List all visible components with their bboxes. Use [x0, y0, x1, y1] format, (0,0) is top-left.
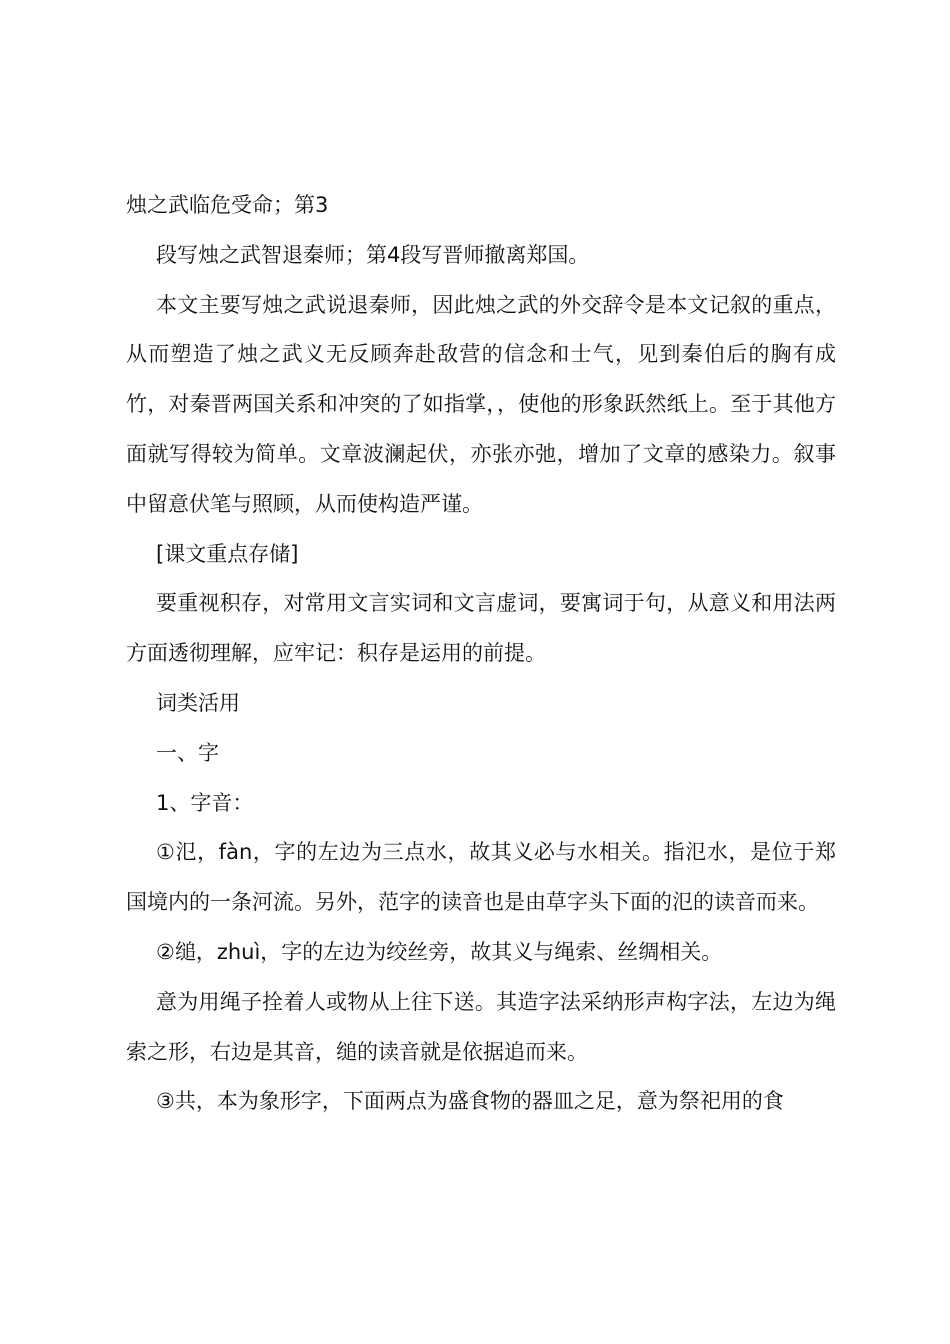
section-heading: 词类活用 [156, 690, 240, 715]
document-page [126, 181, 836, 1127]
paragraph: ③共，本为象形字，下面两点为盛食物的器皿之足，意为祭祀用的食 [156, 1089, 784, 1114]
paragraph: 要重视积存，对常用文言实词和文言虚词，要寓词于句，从意义和用法两方面透彻理解，应牢记：积存是运用的前提。 [126, 591, 836, 666]
paragraph: 意为用绳子拴着人或物从上往下送。其造字法采纳形声构字法，左边为绳索之形，右边是其音，缒的读音就是依据追而来。 [126, 989, 836, 1064]
section-heading: 1、字音： [156, 790, 254, 815]
paragraph: 段写烛之武智退秦师；第4段写晋师撤离郑国。 [156, 242, 590, 267]
paragraph: ②缒，zhuì，字的左边为绞丝旁，故其义与绳索、丝绸相关。 [156, 939, 723, 964]
paragraph: ①氾，fàn，字的左边为三点水，故其义必与水相关。指氾水，是位于郑国境内的一条河流。另外，范字的读音也是由草字头下面的氾的读音而来。 [126, 840, 836, 915]
paragraph: 本文主要写烛之武说退秦师，因此烛之武的外交辞令是本文记叙的重点，从而塑造了烛之武义无反顾奔赴敌营的信念和士气，见到秦伯后的胸有成竹，对秦晋两国关系和冲突的了如指掌，，使他的形象跃然纸上。至于其他方面就写得较为简单。文章波澜起伏，亦张亦弛，增加了文章的感染力。叙事中留意伏笔与照顾，从而使构造严谨。 [126, 292, 836, 516]
paragraph: 烛之武临危受命；第3 [126, 193, 329, 217]
section-heading: [课文重点存储] [156, 541, 299, 566]
section-heading: 一、字 [156, 740, 219, 765]
